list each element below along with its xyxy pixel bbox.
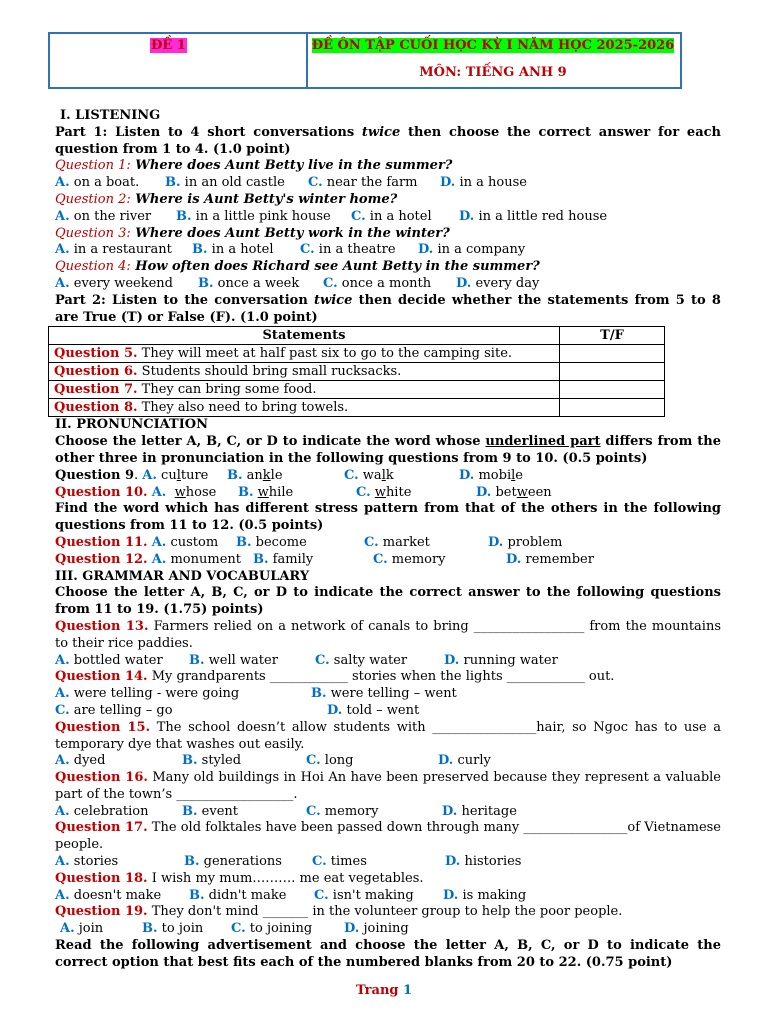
question-9: Question 9. A. culture B. ankle C. walk D. mobile [55, 467, 523, 483]
question-18: Question 18. I wish my mum………. me eat vegetables. [55, 870, 424, 886]
header-box [48, 32, 682, 89]
table-header-row [49, 327, 665, 345]
question-12: Question 12. A. monument B. family C. memory D. remember [55, 551, 594, 567]
tf-answer-cell[interactable] [560, 381, 665, 399]
exam-subject: MÔN: TIẾNG ANH 9 [419, 65, 567, 80]
table-row: Question 5. They will meet at half past six to go to the camping site. [49, 345, 665, 363]
section-grammar-heading: III. GRAMMAR AND VOCABULARY [55, 568, 310, 584]
question-3: Question 3: Where does Aunt Betty work in the winter? [55, 225, 450, 241]
question-17: Question 17. The old folktales have been passed down through many ________________of Vietnamese people. [55, 820, 721, 853]
section-listening-heading: I. LISTENING [60, 108, 161, 123]
statements-table [48, 326, 665, 417]
question-4-options: A. every weekend B. once a week C. once a month D. every day [55, 275, 540, 291]
grammar-instruction: Choose the letter A, B, C, or D to indicate the correct answer to the following questions from 11 to 19. (1.75) points) [55, 585, 721, 618]
question-16: Question 16. Many old buildings in Hoi An have been preserved because they represent a valuable part of the town’s __________________. [55, 770, 721, 802]
question-1: Question 1: Where does Aunt Betty live in the summer? [55, 158, 453, 174]
question-1-options: A. on a boat. B. in an old castle C. near the farm D. in a house [55, 175, 527, 191]
question-15-options: A. dyed B. styled C. long D. curly [55, 753, 491, 769]
question-11: Question 11. A. custom B. become C. market D. problem [55, 534, 563, 550]
question-15: Question 15. The school doesn’t allow students with ________________hair, so Ngoc has to use a temporary dye that washes out easily. [55, 719, 722, 752]
question-19: Question 19. They don't mind _______ in the volunteer group to help the poor people. [55, 904, 623, 920]
stress-instruction: Find the word which has different stress pattern from that of the others in the following questions from 11 to 12. (0.5 points) [55, 501, 721, 534]
table-row: Question 7. They can bring some food. [49, 381, 665, 399]
question-18-options: A. doesn't make B. didn't make C. isn't making D. is making [55, 887, 527, 903]
tf-answer-cell[interactable] [560, 399, 665, 417]
exam-content [55, 108, 721, 972]
pronunciation-instruction: Choose the letter A, B, C, or D to indicate the word whose underlined part differs from the other three in pronunciation in the following questions from 9 to 10. (0.5 points) [55, 434, 721, 466]
part2-instruction: Part 2: Listen to the conversation twice then decide whether the statements from 5 to 8 are True (T) or False (F). (1.0 point) [55, 292, 721, 325]
question-14-options-ab: A. were telling - were going B. were telling – went [55, 686, 457, 702]
question-3-options: A. in a restaurant B. in a hotel C. in a theatre D. in a company [55, 242, 526, 258]
question-13: Question 13. Farmers relied on a network of canals to bring _________________ from the mountains to their rice paddies. [55, 618, 722, 651]
statements-header: Statements [49, 327, 560, 345]
exam-number: ĐỀ 1 [151, 38, 186, 53]
question-14: Question 14. My grandparents ____________ stories when the lights ____________ out. [55, 669, 615, 685]
tf-answer-cell[interactable] [560, 363, 665, 381]
question-13-options: A. bottled water B. well water C. salty water D. running water [55, 652, 558, 668]
question-10: Question 10. A. whose B. while C. white D. between [55, 484, 552, 500]
question-14-options-cd: C. are telling – go D. told – went [55, 702, 420, 718]
tf-header: T/F [560, 327, 665, 345]
page-label: Trang [355, 983, 399, 998]
question-19-options: A. join B. to join C. to joining D. joining [60, 921, 409, 937]
question-16-options: A. celebration B. event C. memory D. heritage [55, 803, 517, 819]
part1-instruction: Part 1: Listen to 4 short conversations twice then choose the correct answer for each question from 1 to 4. (1.0 point) [55, 124, 721, 157]
question-2: Question 2: Where is Aunt Betty's winter home? [55, 191, 398, 207]
question-2-options: A. on the river B. in a little pink house C. in a hotel D. in a little red house [55, 208, 608, 224]
page-footer [0, 983, 768, 998]
table-row: Question 8. They also need to bring towels. [49, 399, 665, 417]
table-row: Question 6. Students should bring small rucksacks. [49, 363, 665, 381]
exam-title: ĐỀ ÔN TẬP CUỐI HỌC KỲ I NĂM HỌC 2025-2026 [311, 38, 675, 53]
page-number: 1 [403, 983, 413, 998]
section-pronunciation-heading: II. PRONUNCIATION [55, 417, 208, 433]
question-4: Question 4: How often does Richard see Aunt Betty in the summer? [55, 259, 540, 275]
tf-answer-cell[interactable] [560, 345, 665, 363]
question-17-options: A. stories B. generations C. times D. histories [55, 854, 522, 870]
reading-instruction: Read the following advertisement and choose the letter A, B, C, or D to indicate the correct option that best fits each of the numbered blanks from 20 to 22. (0.75 point) [55, 938, 721, 970]
